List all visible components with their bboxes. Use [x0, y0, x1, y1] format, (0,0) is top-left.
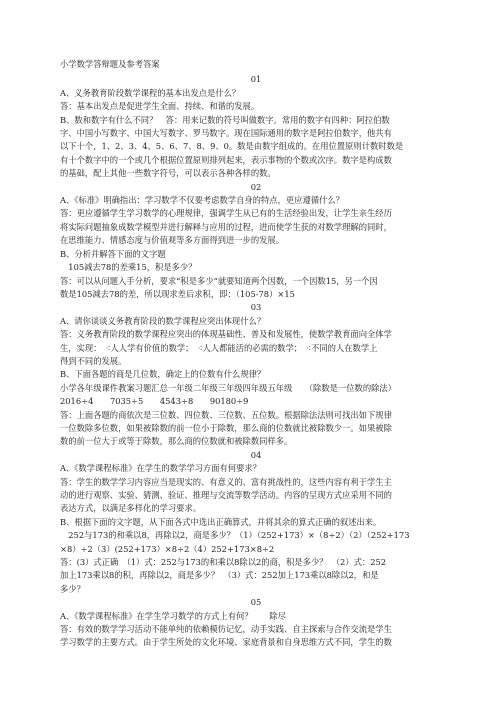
- text-line: A、《标准》明确指出：学习数学不仅要考虑数学自身的特点，更应遵循什么？: [60, 195, 344, 206]
- text-line: 多少？: [60, 583, 85, 594]
- text-line: 在思维能力、情感态度与价值观等多方面得到进一步的发展。: [60, 235, 285, 246]
- text-line: 答：上面各题的商依次是三位数、四位数、三位数、五位数。根据除法法则可找出如下规律: [60, 409, 392, 420]
- text-line: 答：(3）式正确 （1）式：252与173的和乘以8除以2的商，积是多少？ （2）式：252: [60, 557, 387, 568]
- text-line: 得到不同的发展。: [60, 355, 127, 366]
- text-line: 动的进行观察、实验、猜测、验证、推理与交流等数学活动。内容的呈现方式应采用不同的: [60, 490, 392, 500]
- section-03: [60, 301, 452, 448]
- document-page: [60, 58, 452, 650]
- text-line: 学习数学的主要方式。由于学生所处的文化环境、家庭背景和自身思维方式不同，学生的数: [60, 637, 392, 648]
- text-line: ×8）÷2（3）(252+173）×8÷2（4）252+173×8÷2: [60, 543, 275, 554]
- section-02: [60, 181, 452, 302]
- text-line: 252与173的和乘以8，再除以2，商是多少？（1）（252+173）×（8÷2）（2）（252+173: [60, 530, 410, 541]
- text-line: 答：基本出发点是促进学生全面、持续、和谐的发展。: [60, 101, 260, 112]
- text-line: 答：学生的数学学习内容应当是现实的、有意义的、富有挑战性的，这些内容有利于学生主: [60, 476, 392, 487]
- text-line: 一位数除多位数，如果被除数的前一位小于除数，那么商的位数就比被除数少一。如果被除: [60, 422, 392, 433]
- text-line: 将实际问题抽象成数学模型并进行解释与应用的过程，进而使学生获的对数学理解的同时，: [60, 221, 392, 232]
- section-04: [60, 449, 452, 596]
- section-number: 04: [250, 449, 262, 460]
- text-line: 生，实现： ⁖人人学有价值的数学； ⁖人人都能活的必需的数学； ⁖不同的人在数学上: [60, 342, 378, 353]
- section-number: 03: [250, 302, 262, 313]
- text-line: A、义务教育阶段数学课程的基本出发点是什么？: [60, 87, 241, 98]
- text-line: 数是105减去78的差，所以现求差后求积，即：（105-78）×15: [60, 288, 295, 299]
- text-line: 答：义务教育阶段的数学课程应突出的体现基础性、普及和发展性，使数学教育面向全体学: [60, 329, 392, 340]
- text-line: A、请你谈谈义务教育阶段的数学课程应突出体现什么？: [60, 315, 266, 326]
- section-05: [60, 596, 452, 650]
- text-line: 答：有效的数学学习活动不能单纯的依赖模仿记忆，动手实践、自主探索与合作交流是学生: [60, 624, 392, 635]
- text-line: 字、中国小写数字、中国大写数字、罗马数字。现在国际通用的数字是阿拉伯数字，他共有: [60, 128, 392, 139]
- text-line: A、《数学课程标准》在学生学习数学的方式上有何？ 除尽: [60, 610, 286, 621]
- text-line: A、《数学课程标准》在学生的数学学习方面有何要求？: [60, 463, 261, 474]
- text-line: 表达方式，以满足多样化的学习要求。: [60, 503, 202, 514]
- text-line: 数的前一位大于或等于除数，那么商的位数就和被除数同样多。: [60, 436, 293, 447]
- text-line: 105减去78的差乘15，积是多少？: [60, 262, 197, 273]
- doc-title: 小学数学答辩题及参考答案: [60, 59, 160, 69]
- text-line: 答：可以从问题入手分析，要求“积是多少”就要知道两个因数，一个因数15，另一个因: [60, 275, 378, 286]
- section-number: 05: [250, 597, 262, 608]
- section-number: 02: [250, 181, 262, 192]
- text-line: B、分析并解答下面的文字题: [60, 248, 166, 259]
- section-number: 01: [250, 74, 262, 85]
- text-line: 2016÷4 7035÷5 4543÷8 90180÷9: [60, 396, 249, 407]
- text-line: 有十个数字中的一个或几个根据位置原则排列起来，表示事物的个数或次序。数字是构成数: [60, 154, 392, 165]
- text-line: B、下面各题的商是几位数，确定上的位数有什么规律？: [60, 369, 266, 380]
- section-01: [60, 73, 452, 180]
- text-line: 以下十个，1、2、3、4、5、6、7、8、9、0。数是由数字组成的。在用位置原则计数时数是: [60, 141, 404, 152]
- text-line: 加上173乘以8的积，再除以2，商是多少？ （3）式：252加上173乘以8除以2，和是: [60, 570, 379, 581]
- text-line: B、根据下面的文字题，从下面各式中选出正确算式，并将其余的算式正确的叙述出来。: [60, 516, 382, 527]
- text-line: 答：更应遵循学生学习数学的心理规律，强调学生从已有的生活经验出发，让学生亲生经历: [60, 208, 392, 219]
- text-line: 的基础，配上其他一些数字符号，可以表示各种各样的数。: [60, 168, 276, 179]
- text-line: B、数和数字有什么不同？ 答：用来记数的符号叫做数字。常用的数字有四种：阿拉伯数: [60, 114, 390, 125]
- text-line: 小学各年级课件教案习题汇总一年级二年级三年级四年级五年级 （除数是一位数的除法）: [60, 382, 397, 393]
